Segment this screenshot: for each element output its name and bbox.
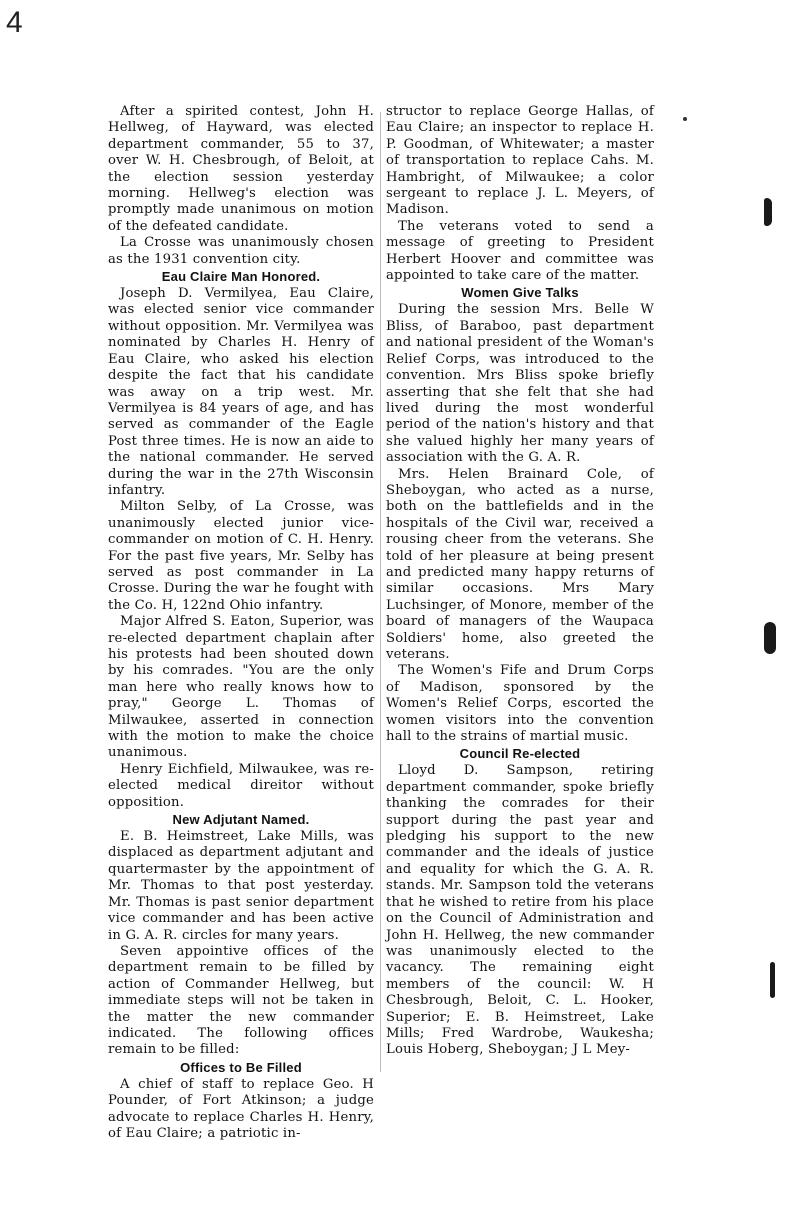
subheading-new-adjutant: New Adjutant Named. xyxy=(172,812,310,828)
scan-margin-mark xyxy=(770,962,775,998)
article-column-right xyxy=(386,104,654,1059)
subheading-council-reelected: Council Re-elected xyxy=(459,746,581,762)
subheading-eau-claire: Eau Claire Man Honored. xyxy=(161,269,321,285)
paragraph-election-result: After a spirited contest, John H. Hellweg, of Hayward, was elected department commander, 55 to 37, over W. H. Chesbrough, of Beloit, at the election session yesterday morning. Hellweg's election was promptly made unanimous on motion of the defeated candidate. xyxy=(108,104,374,234)
subheading-women-give-talks: Women Give Talks xyxy=(461,285,579,301)
scan-margin-mark xyxy=(764,198,772,226)
paragraph-bliss: During the session Mrs. Belle W Bliss, of Baraboo, past department and national president of the Woman's Relief Corps, was introduced to the convention. Mrs Bliss spoke briefly asserting that she felt that she had lived during the most wonderful period of the nation's history and that she valued highly her many years of association with the G. A. R. xyxy=(386,302,654,466)
paragraph-eaton: Major Alfred S. Eaton, Superior, was re-elected department chaplain after his protests had been shouted down by his comrades. "You are the only man here who really knows how to pray," George L. Thomas of Milwaukee, asserted in connection with the motion to make the choice unanimous. xyxy=(108,614,374,761)
paragraph-cole: Mrs. Helen Brainard Cole, of Sheboygan, who acted as a nurse, both on the battlefields and in the hospitals of the Civil war, received a rousing cheer from the veterans. She told of her pleasure at being present and predicted many happy returns of similar occasions. Mrs Mary Luchsinger, of Monore, member of the board of managers of the Waupaca Soldiers' home, also greeted the veterans. xyxy=(386,466,654,662)
paragraph-heimstreet: E. B. Heimstreet, Lake Mills, was displaced as department adjutant and quartermaster by the appointment of Mr. Thomas to that post yesterday. Mr. Thomas is past senior department vice commander and has been active in G. A. R. circles for many years. xyxy=(108,829,374,943)
column-divider xyxy=(380,112,381,1072)
paragraph-sampson: Lloyd D. Sampson, retiring department commander, spoke briefly thanking the comrades for their support during the past year and pledging his support to the new commander and the ideals of justice and equality for which the G. A. R. stands. Mr. Sampson told the veterans that he wished to retire from his place on the Council of Administration and John H. Hellweg, the new commander was unanimously elected to the vacancy. The remaining eight members of the council: W. H Chesbrough, Beloit, C. L. Hooker, Superior; E. B. Heimstreet, Lake Mills; Fred Wardrobe, Waukesha; Louis Hoberg, Sheboygan; J L Mey- xyxy=(386,763,654,1058)
page-number: 4 xyxy=(6,6,23,39)
scan-speck xyxy=(683,117,687,121)
subheading-offices-to-be-filled: Offices to Be Filled xyxy=(180,1059,302,1075)
paragraph-convention-city: La Crosse was unanimously chosen as the 1931 convention city. xyxy=(108,235,374,267)
paragraph-vermilyea: Joseph D. Vermilyea, Eau Claire, was elected senior vice commander without opposition. Mr. Vermilyea was nominated by Charles H. Henry of Eau Claire, who asked his election despite the fact that his candidate was away on a trip west. Mr. Vermilyea is 84 years of age, and has served as commander of the Eagle Post three times. He is now an aide to the national commander. He served during the war in the 27th Wisconsin infantry. xyxy=(108,286,374,498)
paragraph-selby: Milton Selby, of La Crosse, was unanimously elected junior vice-commander on motion of C. H. Henry. For the past five years, Mr. Selby has served as post commander in La Crosse. During the war he fought with the Co. H, 122nd Ohio infantry. xyxy=(108,499,374,613)
paragraph-chief-of-staff: A chief of staff to replace Geo. H Pounder, of Fort Atkinson; a judge advocate to replace Charles H. Henry, of Eau Claire; a patriotic in- xyxy=(108,1076,374,1141)
paragraph-greeting-hoover: The veterans voted to send a message of greeting to President Herbert Hoover and committee was appointed to take care of the matter. xyxy=(386,218,654,284)
paragraph-fife-drum: The Women's Fife and Drum Corps of Madison, sponsored by the Women's Relief Corps, escorted the women visitors into the convention hall to the strains of martial music. xyxy=(386,663,654,745)
article-column-left xyxy=(108,104,374,1142)
paragraph-appointive-offices: Seven appointive offices of the department remain to be filled by action of Commander Hellweg, but immediate steps will not be taken in the matter the new commander indicated. The following offices remain to be filled: xyxy=(108,943,374,1058)
paragraph-instructor-continued: structor to replace George Hallas, of Eau Claire; an inspector to replace H. P. Goodman, of Whitewater; a master of transportation to replace Cahs. M. Hambright, of Milwaukee; a color sergeant to replace J. L. Meyers, of Madison. xyxy=(386,104,654,218)
paragraph-eichfield: Henry Eichfield, Milwaukee, was re-elected medical direitor without opposition. xyxy=(108,761,374,810)
scan-margin-mark xyxy=(764,622,776,654)
